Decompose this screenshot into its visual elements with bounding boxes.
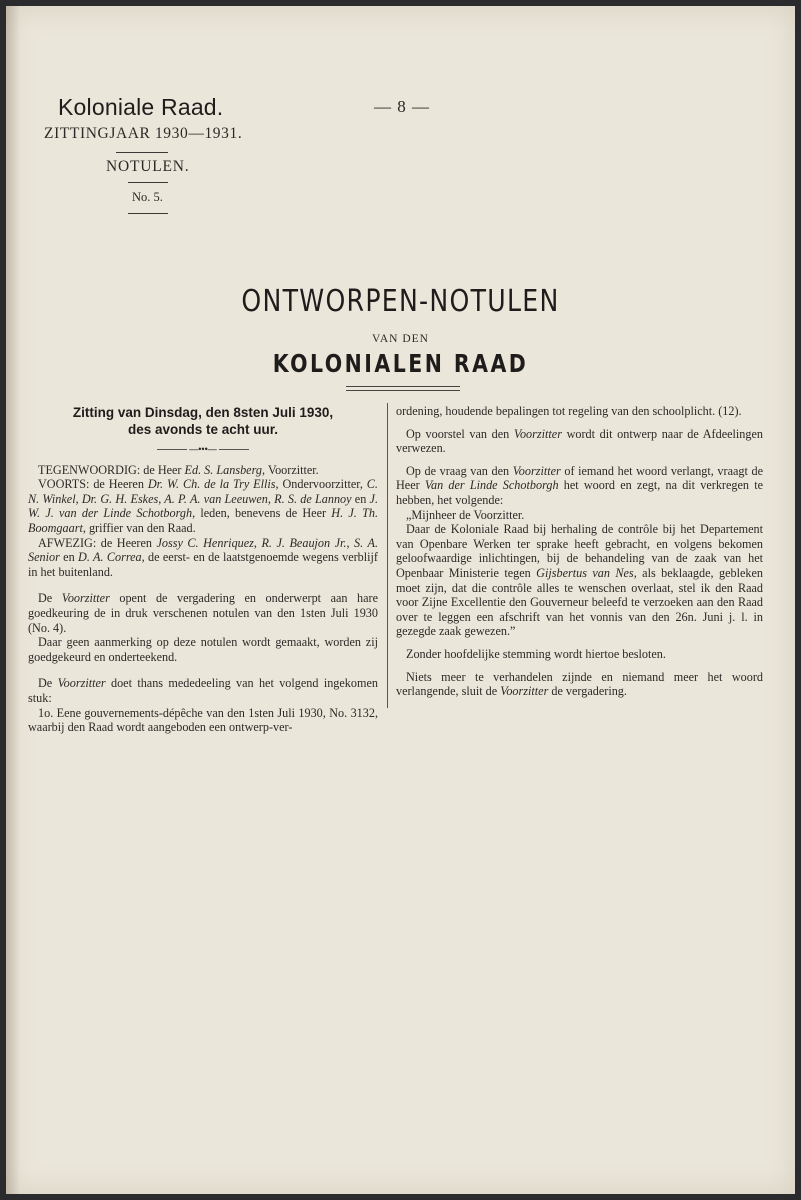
text: en [351, 491, 370, 506]
header-rule-3 [128, 213, 168, 214]
title-rule-bottom [346, 390, 460, 391]
zitting-line-2: des avonds te acht uur. [127, 422, 279, 437]
header-rule-2 [128, 182, 168, 183]
text: , als beklaagde, gebleken moet zijn, dat die contrôle alles te wenschen overlaat, stel ik den Raad voor Zijne Excellentie den Gouverneur beleefd te verzoeken aan den Raad over te leggen een afschrift van het vonnis van den 26n. Juni j. l. in gezegde zaak gewezen.” [396, 565, 763, 639]
main-title: ONTWORPEN-NOTULEN [241, 284, 560, 319]
name-italic: Dr. W. Ch. de la Try Ellis [147, 477, 276, 492]
van-den-label: VAN DEN [372, 333, 429, 345]
text: Op de vraag van den [406, 463, 513, 478]
name-italic: Gijsbertus van Nes [536, 565, 634, 580]
announcement-paragraph [28, 676, 378, 705]
ordening-paragraph: ordening, houdende bepalingen tot regeling van den schoolplicht. (12). [396, 404, 742, 418]
zitting-line-1: Zitting van Dinsdag, den 8sten Juli 1930, [72, 405, 334, 420]
right-column [396, 404, 763, 699]
page-edge-shadow [6, 6, 20, 1194]
text: of iemand het woord verlangt, vraagt de Heer [396, 463, 763, 493]
referral-paragraph [396, 427, 763, 456]
text: AFWEZIG: de Heeren [38, 535, 157, 550]
text: Daar de Koloniale Raad bij herhaling de contrôle bij het Departement van Openbare Werken ter sprake heeft gebracht, en volgens bekomen geloofwaardige inlichtingen, bij de behandeling van de zaak van het Openbaar Ministerie tegen [396, 522, 763, 580]
attendance-paragraph [28, 463, 378, 478]
name-italic: H. J. Th. Boomgaart [28, 506, 378, 535]
page-number: — 8 — [374, 97, 430, 116]
text: De [38, 676, 58, 691]
column-separator [387, 403, 388, 708]
name-italic: J. W. J. van der Linde Schotborgh [28, 491, 378, 521]
name-italic: Voorzitter [61, 591, 110, 606]
closing-paragraph [396, 670, 763, 699]
name-italic: C. N. Winkel, Dr. G. H. Eskes, A. P. A. van Leeuwen, R. S. de Lannoy [28, 477, 378, 506]
text: Op voorstel van den [406, 426, 514, 441]
opening-paragraph [28, 591, 378, 635]
text: en [59, 550, 79, 565]
divider-ornament [28, 442, 378, 457]
approval-paragraph: Daar geen aanmerking op deze notulen wordt gemaakt, worden zij goedgekeurd en onderteekend. [28, 635, 378, 664]
name-italic: Voorzitter [500, 684, 549, 699]
name-italic: Ed. S. Lansberg [184, 462, 262, 477]
text: wordt dit ontwerp naar de Afdeelingen verwezen. [396, 426, 763, 456]
raad-name: KOLONIALEN RAAD [272, 349, 529, 378]
decision-paragraph: Zonder hoofdelijke stemming wordt hiertoe besloten. [406, 646, 666, 661]
text: , griffier van den Raad. [82, 520, 196, 535]
text: doet thans mededeeling van het volgend ingekomen stuk: [28, 676, 378, 705]
document-page [6, 6, 795, 1194]
session-year: ZITTINGJAAR 1930—1931. [44, 125, 243, 142]
council-title: Koloniale Raad. [58, 94, 224, 120]
notulen-label: NOTULEN. [106, 158, 190, 175]
text: , Voorzitter. [261, 462, 319, 477]
afwezig-paragraph [28, 536, 378, 580]
ornament-glyph: —•••— [189, 444, 217, 454]
name-italic: Van der Linde Schotborgh [424, 478, 559, 493]
text: , de eerst- en de laatstgenoemde wegens verblijf in het buitenland. [28, 550, 378, 579]
text: TEGENWOORDIG: de Heer [38, 462, 185, 477]
name-italic: Jossy C. Henriquez, R. J. Beaujon Jr., S. A. Senior [28, 535, 379, 565]
text: Niets meer te verhandelen zijnde en niemand meer het woord verlangende, sluit de [396, 669, 763, 699]
text: , leden, benevens de Heer [192, 506, 332, 521]
text: de vergadering. [548, 684, 627, 699]
text: VOORTS: de Heeren [38, 477, 148, 492]
text: het woord en zegt, na dit verkregen te hebben, het volgende: [396, 478, 764, 507]
voorts-paragraph [28, 477, 378, 535]
name-italic: D. A. Correa [78, 550, 142, 565]
left-column [28, 404, 378, 735]
ornament-line-right [219, 449, 249, 450]
depeche-paragraph: 1o. Eene gouvernements-dépêche van den 1sten Juli 1930, No. 3132, waarbij den Raad wordt aangeboden een ontwerp-ver- [28, 705, 378, 735]
zitting-heading [28, 404, 378, 438]
salutation-paragraph: „Mijnheer de Voorzitter. [406, 507, 525, 522]
name-italic: Voorzitter [512, 463, 561, 478]
floor-request-paragraph [396, 464, 763, 508]
header-rule-1 [116, 152, 168, 153]
ornament-line-left [157, 449, 187, 450]
speech-paragraph [396, 522, 763, 639]
text: , Ondervoorzitter, [275, 477, 367, 492]
text: opent de vergadering en onderwerpt aan hare goedkeuring de in druk verschenen notulen van den 1sten Juli 1930 (No. 4). [28, 591, 378, 635]
name-italic: Voorzitter [513, 426, 562, 441]
title-rule-top [346, 386, 460, 387]
name-italic: Voorzitter [57, 676, 106, 691]
text: De [38, 591, 62, 606]
notulen-number: No. 5. [132, 190, 163, 204]
